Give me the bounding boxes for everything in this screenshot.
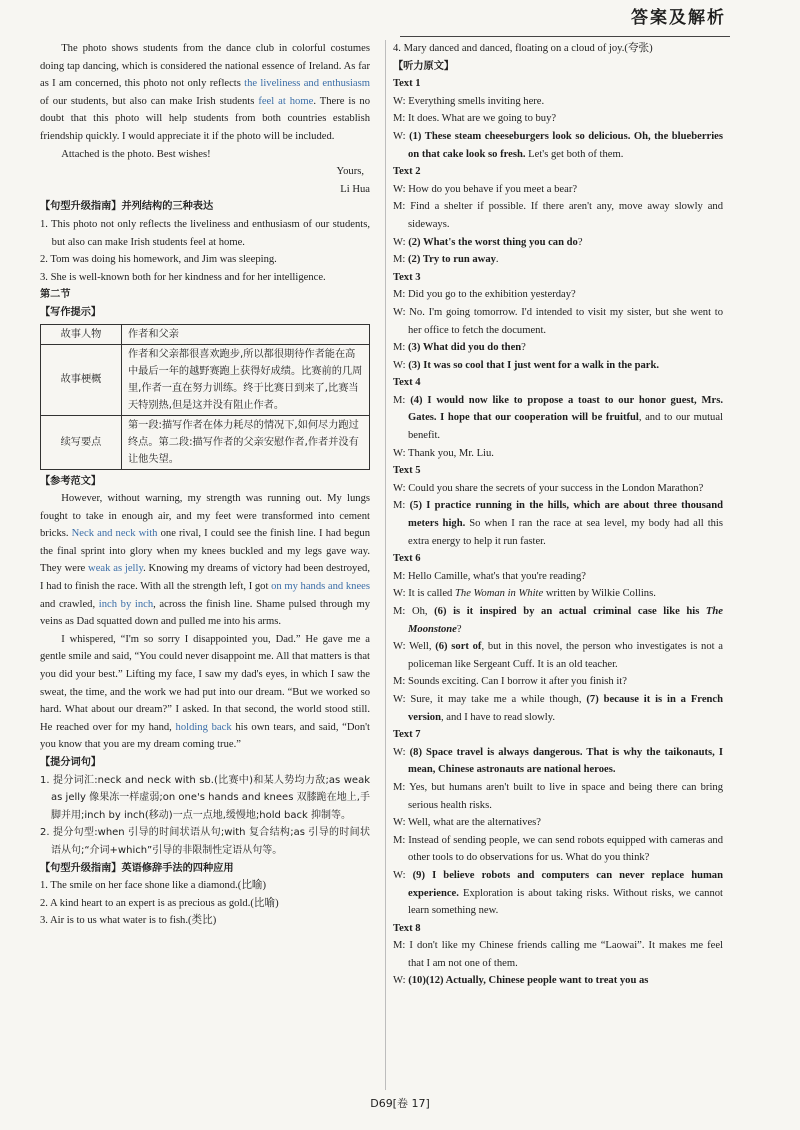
text-title: Text 5 bbox=[393, 465, 421, 477]
answer-text: (3) It was so cool that I just went for a walk in the park. bbox=[408, 359, 660, 371]
text-title: Text 2 bbox=[393, 166, 421, 178]
speaker-label: M: bbox=[393, 781, 406, 793]
reference-paragraph-1: However, without warning, my strength was running out. My lungs fought to take in enough air, and my feet were transformed into cement bricks. Neck and neck with one rival, I could see the finish line. I had begun the final sprint into glory when my knees buckled and my legs gave way. They were weak as jelly. Knowing my dreams of victory had been destroyed, I had to finish the race. With all the strength left, I got on my hands and knees and crawled, inch by inch, across the finish line. Shame pulsed through my veins as Dad squatted down and pulled me into his arms. bbox=[40, 493, 371, 628]
table-row bbox=[41, 324, 370, 344]
line-text: Oh, bbox=[411, 606, 435, 617]
text-title: Text 8 bbox=[393, 922, 421, 934]
answer-text: (9) I believe robots and computers can never replace human experience. bbox=[408, 869, 723, 899]
line-text: How do you behave if you meet a bear? bbox=[408, 183, 578, 195]
speaker-label: W: bbox=[393, 693, 406, 705]
guide1-label: 【句型升级指南】并列结构的三种表达 bbox=[40, 201, 214, 213]
dialogue-line bbox=[393, 832, 723, 867]
line-text: Thank you, Mr. Liu. bbox=[408, 447, 494, 459]
speaker-label: M: bbox=[393, 570, 406, 582]
speaker-label: W: bbox=[393, 588, 406, 600]
speaker-label: W: bbox=[393, 95, 406, 107]
dialogue-line bbox=[393, 286, 723, 304]
dialogue-line bbox=[393, 181, 723, 199]
book-title: The Woman in White bbox=[455, 588, 544, 600]
speaker-label: W: bbox=[393, 359, 406, 371]
speaker-label: M: bbox=[393, 500, 406, 512]
answer-text: (6) is it inspired by an actual criminal case like his bbox=[434, 606, 706, 617]
line-text: . bbox=[495, 254, 499, 266]
answer-text: (7) because it is in a French version bbox=[408, 693, 724, 723]
writing-tips-label: 【写作提示】 bbox=[40, 306, 102, 318]
dialogue-line bbox=[393, 691, 723, 726]
dialogue-line bbox=[393, 392, 723, 445]
answer-text: (2) What's the worst thing you can do bbox=[408, 236, 578, 248]
highlight-phrase: weak as jelly bbox=[88, 563, 144, 575]
answer-text: (3) What did you do then bbox=[408, 342, 522, 354]
speaker-label: M: bbox=[393, 113, 406, 125]
line-text: Let's get both of them. bbox=[525, 148, 624, 160]
letter-paragraph-1: The photo shows students from the dance club in colorful costumes doing tap dancing, which is considered the national essence of Ireland. As far as I am concerned, this photo not only reflects the liveliness and enthusiasm of our students, but also can make Irish students feel at home. There is no doubt that this photo will help students from both countries establish friendship quickly. I would appreciate it if the photo will be included. bbox=[40, 43, 371, 142]
text-title: Text 6 bbox=[393, 553, 421, 565]
guide2-item: 1. The smile on her face shone like a diamond.(比喻) bbox=[40, 880, 267, 892]
line-text: Yes, but humans aren't built to live in space and being there can bring serious health risks. bbox=[408, 781, 723, 811]
speaker-label: W: bbox=[393, 447, 406, 459]
highlight-phrase: inch by inch bbox=[98, 598, 154, 610]
dialogue-line bbox=[393, 497, 723, 550]
speaker-label: W: bbox=[393, 236, 406, 248]
dialogue-line bbox=[393, 937, 723, 972]
answer-text: (1) These steam cheeseburgers look so delicious. Oh, the blueberries on that cake look so fresh. bbox=[408, 130, 723, 160]
speaker-label: W: bbox=[393, 183, 406, 195]
dialogue-line bbox=[393, 638, 723, 673]
header-rule bbox=[400, 36, 730, 37]
line-text: Well, what are the alternatives? bbox=[408, 817, 542, 829]
guide2-item: 2. A kind heart to an expert is as precious as gold.(比喻) bbox=[40, 897, 279, 909]
speaker-label: W: bbox=[393, 130, 406, 142]
line-text: , and to our mutual benefit. bbox=[408, 412, 724, 442]
answer-text: (10)(12) Actually, Chinese people want to treat you as bbox=[408, 975, 649, 987]
listening-transcript bbox=[393, 75, 723, 990]
table-value: 第一段:描写作者在体力耗尽的情况下,如何尽力跑过终点。第二段:描写作者的父亲安慰作者,作者并没有让他失望。 bbox=[122, 415, 370, 469]
line-text: So when I ran the race at sea level, my body had all this extra energy to help it run faster. bbox=[408, 518, 723, 547]
speaker-label: M: bbox=[393, 676, 406, 688]
line-text: ? bbox=[577, 236, 583, 248]
highlight-phrase: Neck and neck with bbox=[71, 528, 158, 540]
book-title: The Moonstone bbox=[408, 606, 723, 635]
listening-label: 【听力原文】 bbox=[393, 60, 455, 72]
section2-label: 第二节 bbox=[40, 289, 71, 301]
answer-text: (5) I practice running in the hills, which are about three thousand meters high. bbox=[408, 500, 723, 530]
speaker-label: M: bbox=[393, 254, 406, 266]
guide2-item: 4. Mary danced and danced, floating on a cloud of joy.(夸张) bbox=[393, 43, 653, 54]
phrases-label: 【提分词句】 bbox=[40, 757, 102, 768]
highlight-phrase: holding back bbox=[175, 721, 232, 733]
reference-label: 【参考范文】 bbox=[40, 475, 102, 487]
speaker-label: W: bbox=[393, 817, 406, 829]
dialogue-line bbox=[393, 744, 723, 779]
line-text: Well, bbox=[409, 641, 436, 653]
text-title: Text 4 bbox=[393, 377, 421, 389]
line-text: ? bbox=[521, 342, 526, 354]
speaker-label: M: bbox=[393, 940, 406, 952]
dialogue-line bbox=[393, 585, 723, 603]
table-key: 故事人物 bbox=[41, 324, 122, 344]
dialogue-line bbox=[393, 251, 723, 269]
dialogue-line bbox=[393, 110, 723, 128]
dialogue-line bbox=[393, 673, 723, 691]
table-value: 作者和父亲都很喜欢跑步,所以都很期待作者能在高中最后一年的越野赛跑上获得好成绩。比赛前的几周里,作者一直在努力训练。终于比赛日到来了,比赛当天特别热,但是这并没有阻止作者。 bbox=[122, 344, 370, 415]
dialogue-line bbox=[393, 867, 723, 920]
line-text: Sure, it may take me a while though, bbox=[410, 693, 587, 705]
dialogue-line bbox=[393, 568, 723, 586]
dialogue-line bbox=[393, 304, 723, 339]
line-text: , and I have to read slowly. bbox=[440, 711, 556, 723]
line-text: Could you share the secrets of your success in the London Marathon? bbox=[408, 482, 704, 494]
guide1-item: 2. Tom was doing his homework, and Jim was sleeping. bbox=[40, 254, 277, 266]
speaker-label: W: bbox=[393, 641, 406, 653]
table-key: 续写要点 bbox=[41, 415, 122, 469]
table-row bbox=[41, 344, 370, 415]
dialogue-line bbox=[393, 93, 723, 111]
dialogue-line bbox=[393, 339, 723, 357]
writing-tips-table bbox=[40, 324, 370, 470]
phrases-item: 2. 提分句型:when 引导的时间状语从句;with 复合结构;as 引导的时间状语从句;“介词+which”引导的非限制性定语从句等。 bbox=[40, 827, 370, 856]
guide1-item: 3. She is well-known both for her kindness and for her intelligence. bbox=[40, 271, 326, 283]
line-text: No. I'm going tomorrow. I'd intended to visit my sister, but she went to her office to fetch the document. bbox=[408, 306, 723, 336]
line-text: Exploration is about taking risks. Without risks, we cannot learn something new. bbox=[408, 887, 723, 917]
speaker-label: M: bbox=[393, 394, 406, 406]
text-title: Text 7 bbox=[393, 729, 421, 741]
text-title: Text 3 bbox=[393, 271, 421, 283]
table-key: 故事梗概 bbox=[41, 344, 122, 415]
guide1-item: 1. This photo not only reflects the liveliness and enthusiasm of our students, but also can make Irish students feel at home. bbox=[40, 218, 370, 248]
highlight-phrase: on my hands and knees bbox=[271, 581, 371, 593]
highlight-phrase: the liveliness and enthusiasm bbox=[244, 78, 370, 90]
table-value: 作者和父亲 bbox=[122, 324, 370, 344]
dialogue-line bbox=[393, 445, 723, 463]
answer-text: (2) Try to run away bbox=[408, 254, 496, 266]
dialogue-line bbox=[393, 357, 723, 375]
line-text: , but in this novel, the person who investigates is not a policeman like Sergeant Cuff. It is an old teacher. bbox=[408, 641, 723, 670]
speaker-label: W: bbox=[393, 482, 406, 494]
left-column bbox=[40, 40, 370, 930]
text-title: Text 1 bbox=[393, 78, 421, 90]
line-text: Did you go to the exhibition yesterday? bbox=[408, 289, 576, 301]
line-text: Hello Camille, what's that you're reading? bbox=[408, 570, 587, 582]
dialogue-line bbox=[393, 603, 723, 638]
answer-text: (8) Space travel is always dangerous. That is why the taikonauts, I mean, Chinese astronauts are national heroes. bbox=[408, 746, 723, 776]
letter-signature: Li Hua bbox=[340, 183, 370, 195]
speaker-label: M: bbox=[393, 606, 406, 617]
speaker-label: M: bbox=[393, 834, 406, 846]
line-text: Everything smells inviting here. bbox=[408, 95, 545, 107]
answer-text: (4) I would now like to propose a toast to our honor guest, Mrs. Gates. I hope that our cooperation will be fruitful bbox=[408, 394, 724, 424]
phrases-item: 1. 提分词汇:neck and neck with sb.(比赛中)和某人势均力敌;as weak as jelly 像果冻一样虚弱;on one's hands and knees 双膝跪在地上,手脚并用;inch by inch(移动)一点一点地,缓慢地;hold back 抑制等。 bbox=[40, 774, 370, 821]
letter-closing: Yours, bbox=[336, 166, 364, 178]
line-text: I don't like my Chinese friends calling me “Laowai”. It makes me feel that I am not one of them. bbox=[408, 940, 723, 969]
line-text: Find a shelter if possible. If there aren't any, move away slowly and sideways. bbox=[408, 201, 724, 230]
line-text: written by Wilkie Collins. bbox=[543, 588, 656, 600]
dialogue-line bbox=[393, 779, 723, 814]
line-text: Instead of sending people, we can send robots equipped with cameras and other tools to do observations for us. What do you think? bbox=[408, 834, 723, 864]
speaker-label: M: bbox=[393, 342, 406, 354]
page-header-title: 答案及解析 bbox=[631, 8, 726, 28]
speaker-label: W: bbox=[393, 746, 406, 758]
dialogue-line bbox=[393, 234, 723, 252]
line-text: It does. What are we going to buy? bbox=[408, 113, 557, 125]
answer-text: (6) sort of bbox=[435, 641, 482, 653]
highlight-phrase: feel at home bbox=[258, 95, 314, 107]
speaker-label: W: bbox=[393, 869, 406, 881]
dialogue-line bbox=[393, 128, 723, 163]
speaker-label: W: bbox=[393, 306, 406, 318]
letter-paragraph-2: Attached is the photo. Best wishes! bbox=[61, 148, 211, 160]
table-row bbox=[41, 415, 370, 469]
dialogue-line bbox=[393, 814, 723, 832]
line-text: ? bbox=[456, 623, 462, 635]
line-text: Sounds exciting. Can I borrow it after you finish it? bbox=[408, 676, 627, 688]
right-column bbox=[393, 40, 723, 990]
speaker-label: M: bbox=[393, 289, 406, 301]
dialogue-line bbox=[393, 972, 723, 990]
reference-paragraph-2: I whispered, “I'm so sorry I disappointed you, Dad.” He gave me a gentle smile and said, “You could never disappoint me. All that matters is that you did your best.” Lifting my face, I saw my dad's eyes, in which I saw the sweat, the time, and the work we had put into our dream. “But we worked so hard. What about our dream?” I asked. In that second, the world stood still. He reached over for my hand, holding back his own tears, and said, “Don't you know that you are my dream coming true.” bbox=[40, 633, 370, 751]
page-number: D69[卷 17] bbox=[370, 1097, 430, 1110]
dialogue-line bbox=[393, 480, 723, 498]
column-divider bbox=[385, 40, 386, 1090]
speaker-label: M: bbox=[393, 201, 406, 213]
guide2-label: 【句型升级指南】英语修辞手法的四种应用 bbox=[40, 862, 234, 874]
guide2-item: 3. Air is to us what water is to fish.(类比) bbox=[40, 915, 217, 927]
dialogue-line bbox=[393, 198, 723, 233]
line-text: It is called bbox=[408, 588, 455, 600]
speaker-label: W: bbox=[393, 975, 406, 987]
